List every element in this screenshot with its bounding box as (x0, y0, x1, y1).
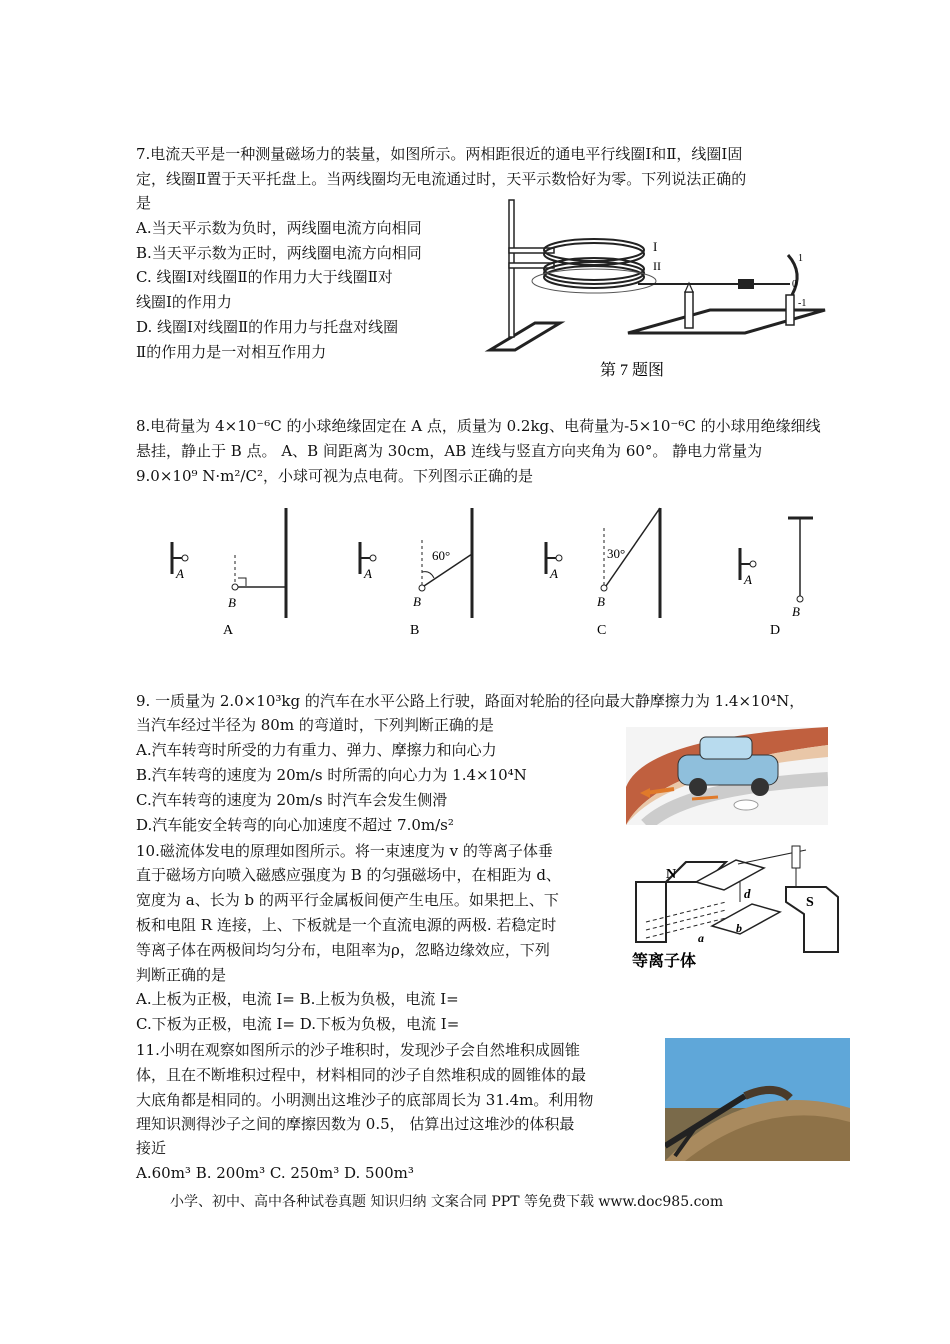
q11-options: A.60m³ B. 200m³ C. 250m³ D. 500m³ (136, 1164, 414, 1182)
q7-option-a: A.当天平示数为负时，两线圈电流方向相同 (136, 219, 422, 237)
q11-stem-line-2: 体，且在不断堆积过程中，材料相同的沙子自然堆积成的圆锥体的最 (136, 1066, 587, 1084)
scale-top-label: 1 (798, 253, 803, 264)
q7-option-d-cont: Ⅱ的作用力是一对相互作用力 (136, 343, 327, 361)
q10-stem-line-1: 10.磁流体发电的原理如图所示。将一束速度为 v 的等离子体垂 (136, 842, 553, 860)
point-b-label: B (792, 604, 800, 619)
q7-option-c: C. 线圈Ⅰ对线圈Ⅱ的作用力大于线圈Ⅱ对 (136, 268, 393, 286)
choice-d-label: D (770, 623, 781, 638)
choice-a-diagram (172, 508, 286, 638)
mhd-generator-figure (626, 842, 846, 970)
coil-2-label: II (653, 259, 661, 273)
q7-option-b: B.当天平示数为正时，两线圈电流方向相同 (136, 244, 422, 262)
q10-options-cd: C.下板为正极，电流 I= D.下板为负极，电流 I= (136, 1015, 460, 1033)
choice-b-diagram (360, 508, 472, 638)
magnet-n-label: N (666, 867, 677, 882)
magnet-s-label: S (806, 895, 814, 910)
choice-c-label: C (597, 623, 607, 638)
scale-bottom-label: -1 (798, 298, 807, 309)
q10-options-ab: A.上板为正极，电流 I= B.上板为负极，电流 I= (136, 990, 459, 1008)
q10-stem-line-2: 直于磁场方向喷入磁感应强度为 B 的匀强磁场中，在相距为 d、 (136, 866, 561, 884)
q8-stem-line-2: 悬挂，静止于 B 点。 A、B 间距离为 30cm，AB 连线与竖直方向夹角为 60°。 静电力常量为 (136, 442, 763, 460)
q7-stem-line-3: 是 (136, 194, 152, 212)
current-balance-figure (470, 195, 835, 385)
q7-option-c-cont: 线圈Ⅰ的作用力 (136, 293, 232, 311)
scale-zero-label: 0 (792, 279, 797, 290)
q10-stem-line-4: 板和电阻 R 连接，上、下板就是一个直流电源的两极. 若稳定时 (136, 916, 557, 934)
choice-c-angle-label: 30° (607, 546, 626, 561)
q8-stem-line-1: 8.电荷量为 4×10⁻⁶C 的小球绝缘固定在 A 点，质量为 0.2kg、电荷量为-5×10⁻⁶C 的小球用绝缘细线 (136, 417, 821, 435)
q11-stem-line-1: 11.小明在观察如图所示的沙子堆积时，发现沙子会自然堆积成圆锥 (136, 1041, 580, 1059)
q9-option-d: D.汽车能安全转弯的向心加速度不超过 7.0m/s² (136, 816, 454, 834)
q7-option-d: D. 线圈Ⅰ对线圈Ⅱ的作用力与托盘对线圈 (136, 318, 399, 336)
choice-c-diagram (546, 508, 660, 638)
q9-option-a: A.汽车转弯时所受的力有重力、弹力、摩擦力和向心力 (136, 741, 497, 759)
q7-stem-line-2: 定，线圈Ⅱ置于天平托盘上。当两线圈均无电流通过时，天平示数恰好为零。下列说法正确的 (136, 170, 747, 188)
point-a-label: A (744, 572, 752, 587)
q7-stem-line-1: 7.电流天平是一种测量磁场力的装量，如图所示。两相距很近的通电平行线圈Ⅰ和Ⅱ，线圈Ⅰ固 (136, 145, 743, 163)
car-turning-image (626, 727, 828, 825)
choice-d-diagram (740, 518, 813, 638)
point-b-label: B (228, 595, 236, 610)
sand-pile-photo (665, 1038, 850, 1161)
q10-stem-line-3: 宽度为 a、长为 b 的两平行金属板间便产生电压。如果把上、下 (136, 891, 559, 909)
q8-choice-diagrams (160, 500, 840, 645)
q9-stem-line-2: 当汽车经过半径为 80m 的弯道时，下列判断正确的是 (136, 716, 494, 734)
plasma-caption: 等离子体 (632, 953, 697, 970)
point-a-label: A (550, 566, 558, 581)
choice-b-angle-label: 60° (432, 548, 451, 563)
q10-stem-line-5: 等离子体在两极间均匀分布，电阻率为ρ，忽略边缘效应，下列 (136, 941, 550, 959)
q9-option-b: B.汽车转弯的速度为 20m/s 时所需的向心力为 1.4×10⁴N (136, 766, 527, 784)
q9-stem-line-1: 9. 一质量为 2.0×10³kg 的汽车在水平公路上行驶，路面对轮胎的径向最大静摩擦力为 1.4×10⁴N， (136, 692, 805, 710)
q10-stem-line-6: 判断正确的是 (136, 966, 227, 984)
plate-length-label: b (736, 921, 742, 935)
q11-stem-line-4: 理知识测得沙子之间的摩擦因数为 0.5， 估算出过这堆沙的体积最 (136, 1115, 575, 1133)
point-b-label: B (597, 594, 605, 609)
page-footer: 小学、初中、高中各种试卷真题 知识归纳 文案合同 PPT 等免费下载 www.doc985.com (170, 1194, 724, 1210)
point-a-label: A (364, 566, 372, 581)
q11-stem-line-3: 大底角都是相同的。小明测出这堆沙子的底部周长为 31.4m。利用物 (136, 1091, 594, 1109)
coil-1-label: I (653, 239, 658, 254)
choice-a-label: A (223, 623, 234, 638)
q8-stem-line-3: 9.0×10⁹ N·m²/C²，小球可视为点电荷。下列图示正确的是 (136, 467, 533, 485)
q7-figure-caption: 第 7 题图 (600, 362, 665, 379)
plate-width-label: a (698, 931, 704, 945)
plate-distance-label: d (744, 886, 751, 901)
choice-b-label: B (410, 623, 420, 638)
point-b-label: B (413, 594, 421, 609)
q11-stem-line-5: 接近 (136, 1139, 167, 1157)
q9-option-c: C.汽车转弯的速度为 20m/s 时汽车会发生侧滑 (136, 791, 448, 809)
point-a-label: A (176, 566, 184, 581)
